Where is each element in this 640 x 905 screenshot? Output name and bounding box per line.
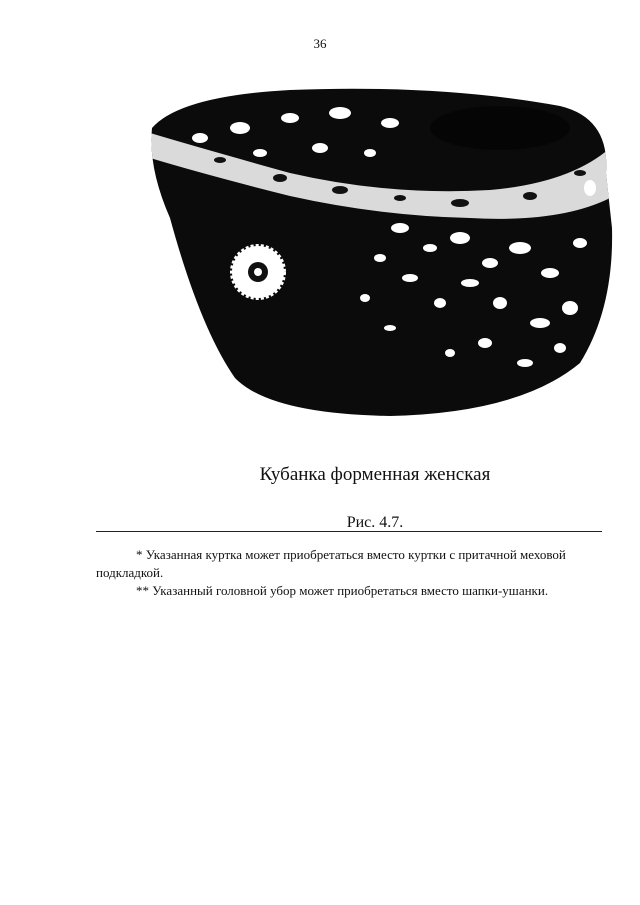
page-number: 36 <box>313 36 327 51</box>
footnote-jacket: * Указанная куртка может приобретаться вместо куртки с притачной меховой подкладкой. <box>96 547 566 580</box>
figure-number: Рис. 4.7. <box>346 514 404 531</box>
footnote-headwear: ** Указанный головной убор может приобретаться вместо шапки-ушанки. <box>136 583 549 598</box>
footnote-divider <box>96 531 602 532</box>
cockade-badge <box>232 246 284 298</box>
figure-kubanka-photo <box>140 78 620 418</box>
footnotes <box>96 546 592 600</box>
figure-title: Кубанка форменная женская <box>259 464 491 485</box>
